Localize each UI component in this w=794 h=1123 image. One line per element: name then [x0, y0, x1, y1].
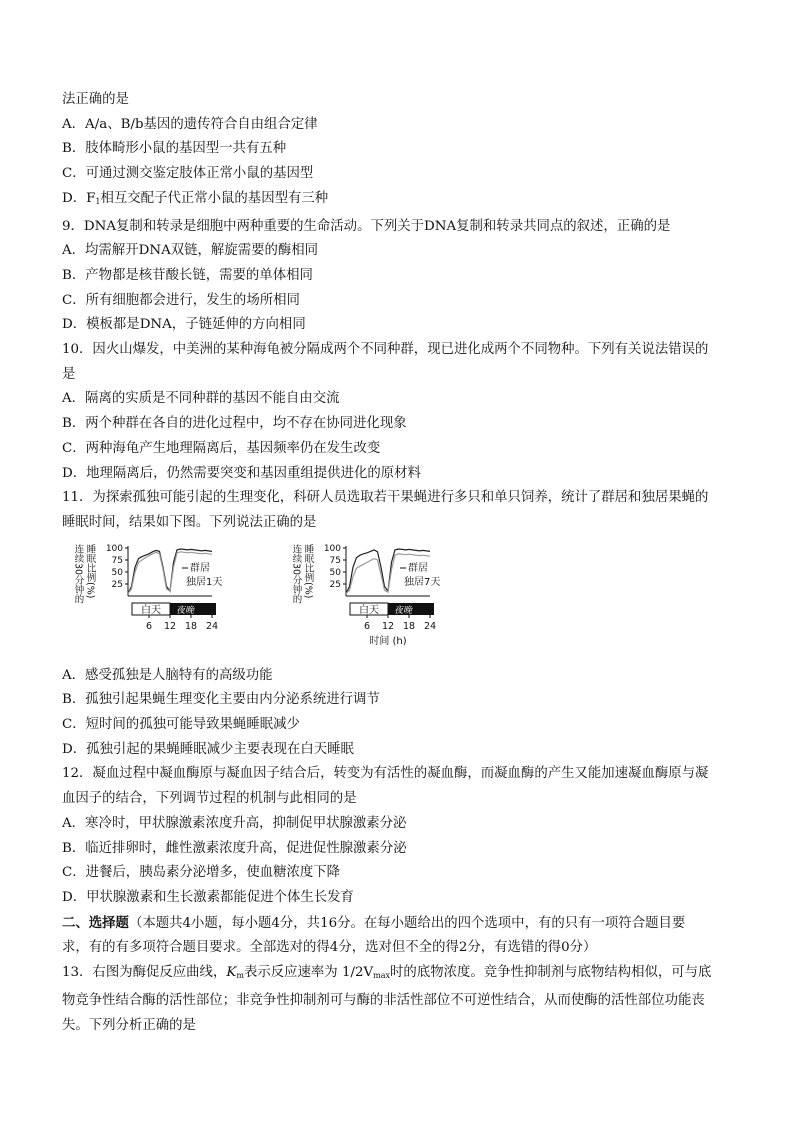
- q12-stem-line1: 12．凝血过程中凝血酶原与凝血因子结合后，转变为有活性的凝血酶，而凝血酶的产生又能加速凝血酶原与凝: [62, 766, 709, 782]
- q10-option-d: D．地理隔离后，仍然需要突变和基因重组提供进化的原材料: [62, 465, 421, 481]
- q11-stem-line1: 11．为探索孤独可能引起的生理变化，科研人员选取若干果蝇进行多只和单只饲养，统计了群居和独居果蝇的: [62, 490, 709, 506]
- q11-option-a: A．感受孤独是人脑特有的高级功能: [62, 667, 273, 683]
- q9-stem: 9．DNA复制和转录是细胞中两种重要的生命活动。下列关于DNA复制和转录共同点的叙述，正确的是: [62, 218, 671, 234]
- q8-option-d: D．$F_1$相互交配子代正常小鼠的基因型有三种: [62, 190, 329, 206]
- day-label: 白天: [141, 604, 161, 616]
- q8-option-c: C．可通过测交鉴定肢体正常小鼠的基因型: [62, 166, 314, 182]
- q9-option-c: C．所有细胞都会进行，发生的场所相同: [62, 292, 300, 308]
- x-tick-label: 12: [381, 620, 395, 632]
- day-label: 白天: [359, 604, 379, 616]
- y-tick-label: 100: [323, 543, 341, 554]
- y-tick-label: 75: [329, 555, 341, 566]
- x-tick-label: 6: [363, 620, 371, 632]
- legend-label-1: 群居: [190, 562, 210, 574]
- q12-stem-line2: 血因子的结合，下列调节过程的机制与此相同的是: [62, 791, 357, 807]
- x-tick-label: 18: [402, 620, 416, 632]
- q10-option-b: B．两个种群在各自的进化过程中，均不存在协同进化现象: [62, 416, 407, 432]
- q13-stem-line1: 13．右图为酶促反应曲线，$K_m$表示反应速率为 $1/2V_{max}$时的底物浓度。竞争性抑制剂与底物结构相似，可与底: [62, 965, 712, 981]
- x-tick-label: 18: [184, 620, 198, 632]
- section2-desc-line1: （本题共4小题，每小题4分，共16分。在每小题给出的四个选项中，有的只有一项符合题目要: [128, 915, 686, 931]
- q12-option-b: B．临近排卵时，雌性激素浓度升高，促进促性腺激素分泌: [62, 840, 407, 856]
- q13-stem-line2: 物竞争性结合酶的活性部位；非竞争性抑制剂可与酶的非活性部位不可逆性结合，从而使酶的活性部位功能丧: [62, 992, 705, 1008]
- exam-page: [62, 88, 742, 1038]
- q10-option-a: A．隔离的实质是不同种群的基因不能自由交流: [62, 391, 340, 407]
- q11-option-d: D．孤独引起的果蝇睡眠减少主要表现在白天睡眠: [62, 741, 354, 757]
- q8-option-a: A．A/a、B/b基因的遗传符合自由组合定律: [62, 116, 318, 132]
- x-tick-label: 12: [163, 620, 177, 632]
- night-label: 夜晚: [393, 605, 413, 616]
- sleep-chart-2: [288, 538, 488, 658]
- q12-option-c: C．进餐后，胰岛素分泌增多，使血糖浓度下降: [62, 865, 341, 881]
- section2-header: [62, 911, 742, 937]
- x-axis-label: 时间 (h): [369, 635, 407, 647]
- legend-label-2: 独居7天: [404, 576, 441, 588]
- x-tick-label: 24: [205, 620, 219, 632]
- y-tick-label: 100: [105, 543, 123, 554]
- q9-option-d: D．模板都是DNA，子链延伸的方向相同: [62, 317, 306, 333]
- y-tick-label: 50: [111, 567, 123, 578]
- q10-stem-line2: 是: [62, 366, 76, 382]
- section2-title: 二、选择题: [62, 914, 129, 931]
- y-axis-label: 连续30分钟的: [290, 543, 302, 604]
- sleep-chart-svg: [288, 538, 488, 658]
- y-tick-label: 25: [111, 579, 123, 590]
- q9-option-b: B．产物都是核苷酸长链，需要的单体相同: [62, 267, 313, 283]
- q11-stem-line2: 睡眠时间，结果如下图。下列说法正确的是: [62, 514, 317, 530]
- y-tick-label: 50: [329, 567, 341, 578]
- q13-stem-line3: 失。下列分析正确的是: [62, 1017, 196, 1033]
- legend-label-1: 群居: [408, 562, 428, 574]
- q10-stem-line1: 10．因火山爆发，中美洲的某种海龟被分隔成两个不同种群，现已进化成两个不同物种。下列有关说法错误的: [62, 342, 709, 358]
- section2-desc-line2: 求，有的有多项符合题目要求。全部选对的得4分，选对但不全的得2分，有选错的得0分）: [62, 940, 597, 956]
- q8-stem-tail: 法正确的是: [62, 92, 129, 107]
- q10-option-c: C．两种海龟产生地理隔离后，基因频率仍在发生改变: [62, 440, 381, 456]
- q12-option-a: A．寒冷时，甲状腺激素浓度升高，抑制促甲状腺激素分泌: [62, 815, 407, 831]
- q11-option-c: C．短时间的孤独可能导致果蝇睡眠减少: [62, 717, 300, 733]
- x-tick-label: 6: [145, 620, 153, 632]
- q8-option-b: B．肢体畸形小鼠的基因型一共有五种: [62, 141, 287, 157]
- sleep-chart-svg: [70, 538, 270, 658]
- y-tick-label: 25: [329, 579, 341, 590]
- legend-label-2: 独居1天: [186, 576, 223, 588]
- q9-option-a: A．均需解开DNA双链，解旋需要的酶相同: [62, 243, 319, 259]
- x-tick-label: 24: [423, 620, 437, 632]
- sleep-chart-1: [70, 538, 270, 658]
- sleep-charts: [62, 538, 742, 660]
- q11-option-b: B．孤独引起果蝇生理变化主要由内分泌系统进行调节: [62, 692, 380, 708]
- y-tick-label: 75: [111, 555, 123, 566]
- q12-option-d: D．甲状腺激素和生长激素都能促进个体生长发育: [62, 889, 354, 905]
- night-label: 夜晚: [175, 605, 195, 616]
- y-axis-label: 睡眠比例(%): [84, 543, 96, 599]
- y-axis-label: 连续30分钟的: [72, 543, 84, 604]
- y-axis-label: 睡眠比例(%): [302, 543, 314, 599]
